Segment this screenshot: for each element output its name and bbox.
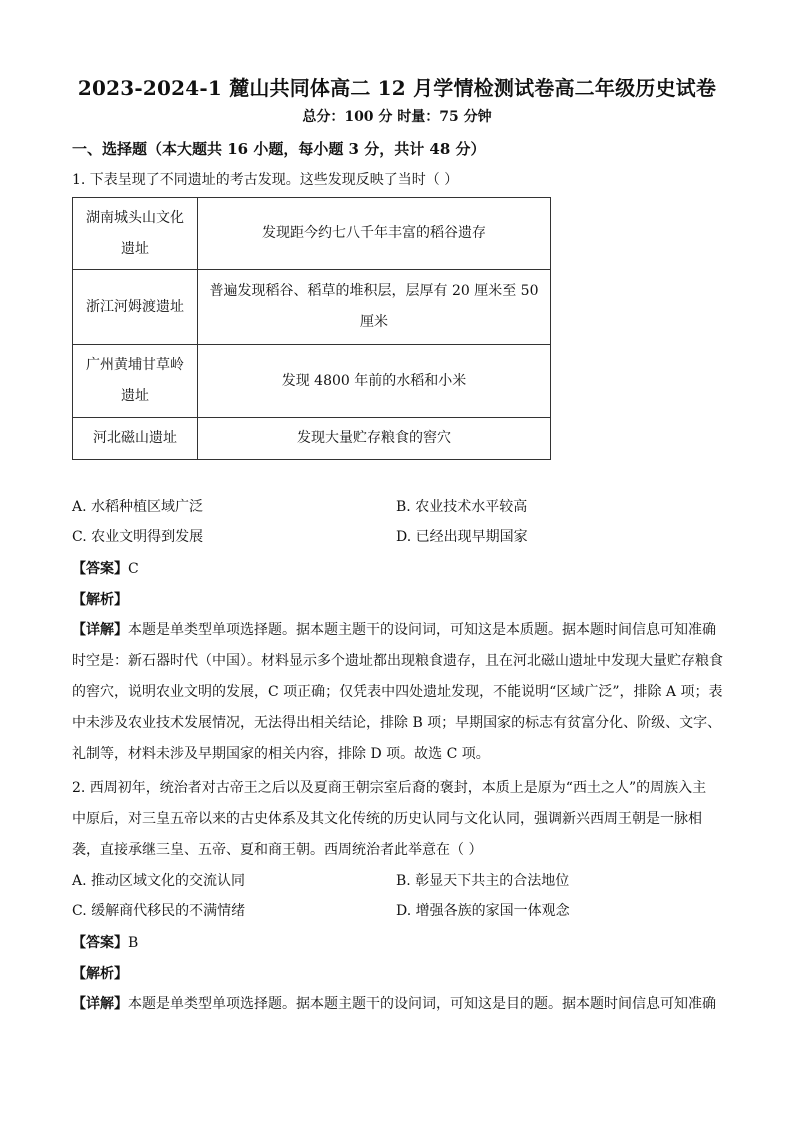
detail-text: 本题是单类型单项选择题。据本题主题干的设问词，可知这是本质题。据本题时间信息可知准确: [128, 622, 716, 638]
section-title: 一、选择题（本大题共 16 小题，每小题 3 分，共计 48 分）: [72, 140, 486, 158]
q1-detail-line: 礼制等，材料未涉及早期国家的相关内容，排除 D 项。故选 C 项。: [72, 746, 490, 762]
finding-line: 发现距今约七八千年丰富的稻谷遗存: [262, 225, 486, 241]
q2-detail-line: [72, 989, 724, 1020]
q1-detail-line: 时空是：新石器时代（中国）。材料显示多个遗址都出现粮食遗存，且在河北磁山遗址中发现大量贮存粮食: [72, 653, 723, 669]
q2-answer: [72, 932, 138, 952]
site-name-line: 河北磁山遗址: [93, 430, 177, 446]
q1-detail-line: 中未涉及农业技术发展情况，无法得出相关结论，排除 B 项；早期国家的标志有贫富分化、阶级、文字、: [72, 715, 722, 731]
table-cell-finding: [198, 198, 551, 270]
finding-line: 发现 4800 年前的水稻和小米: [281, 372, 467, 389]
site-name-line: 遗址: [121, 240, 149, 257]
table-row: [73, 418, 551, 460]
table-cell-finding: [198, 345, 551, 418]
finding-line: 发现大量贮存粮食的窖穴: [297, 430, 451, 446]
table-cell-site: [73, 270, 198, 345]
q2-stem-line: 2. 西周初年，统治者对古帝王之后以及夏商王朝宗室后裔的褒封，本质上是原为“西土之人”的周族入主: [72, 780, 707, 796]
q1-detail-line: [72, 615, 724, 646]
q2-option-c[interactable]: C. 缓解商代移民的不满情绪: [72, 903, 246, 919]
q1-analysis-label: [72, 589, 128, 609]
answer-label: 【答案】: [72, 561, 128, 577]
site-name-line: 广州黄埔甘草岭: [86, 357, 184, 373]
q1-findings-table: [72, 197, 551, 460]
q2-analysis-label: [72, 963, 128, 983]
analysis-label: 【解析】: [72, 592, 128, 608]
site-name-line: 遗址: [121, 388, 149, 404]
table-row: [73, 270, 551, 345]
table-cell-site: [73, 418, 198, 460]
q1-detail-line: 的窖穴，说明农业文明的发展，C 项正确；仅凭表中四处遗址发现，不能说明“区域广泛”，排除 A 项；表: [72, 684, 723, 700]
q1-stem: 1. 下表呈现了不同遗址的考古发现。这些发现反映了当时（ ）: [72, 172, 459, 188]
q2-stem-line: 袭，直接承继三皇、五帝、夏和商王朝。西周统治者此举意在（ ）: [72, 842, 483, 858]
detail-text: 本题是单类型单项选择题。据本题主题干的设问词，可知这是目的题。据本题时间信息可知准确: [128, 996, 716, 1012]
table-cell-site: [73, 198, 198, 270]
q1-answer: [72, 558, 139, 578]
q1-option-c[interactable]: C. 农业文明得到发展: [72, 529, 204, 545]
q2-option-d[interactable]: D. 增强各族的家国一体观念: [396, 903, 570, 919]
finding-line: 普遍发现稻谷、稻草的堆积层，层厚有 20 厘米至 50: [209, 283, 539, 299]
answer-value: C: [128, 561, 139, 577]
q2-option-b[interactable]: B. 彰显天下共主的合法地位: [396, 873, 570, 889]
answer-label: 【答案】: [72, 935, 128, 951]
table-cell-site: [73, 345, 198, 418]
q2-option-a[interactable]: A. 推动区域文化的交流认同: [72, 873, 246, 889]
q1-option-a[interactable]: A. 水稻种植区域广泛: [72, 499, 204, 515]
site-name-line: 湖南城头山文化: [86, 209, 184, 226]
q1-option-d[interactable]: D. 已经出现早期国家: [396, 529, 528, 545]
table-cell-finding: [198, 270, 551, 345]
table-row: [73, 198, 551, 270]
analysis-label: 【解析】: [72, 966, 128, 982]
detail-label: 【详解】: [72, 996, 128, 1012]
detail-label: 【详解】: [72, 622, 128, 638]
site-name-line: 浙江河姆渡遗址: [86, 298, 184, 315]
finding-line: 厘米: [360, 314, 388, 330]
exam-title: 2023-2024-1 麓山共同体高二 12 月学情检测试卷高二年级历史试卷: [77, 76, 717, 100]
table-cell-finding: [198, 418, 551, 460]
exam-subtitle: 总分：100 分 时量：75 分钟: [302, 109, 492, 125]
answer-value: B: [128, 935, 139, 951]
q1-option-b[interactable]: B. 农业技术水平较高: [396, 499, 528, 515]
table-row: [73, 345, 551, 418]
q2-stem-line: 中原后，对三皇五帝以来的古史体系及其文化传统的历史认同与文化认同，强调新兴西周王朝是一脉相: [72, 811, 702, 827]
